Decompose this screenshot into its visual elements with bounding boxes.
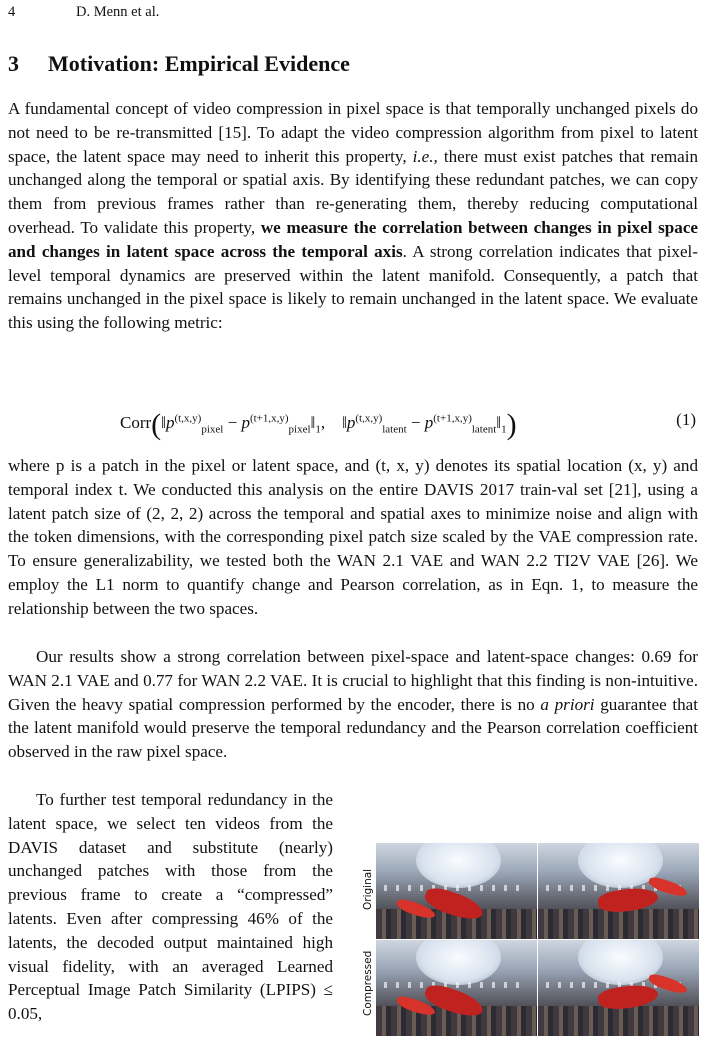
italic-run: i.e.,: [412, 146, 438, 166]
figure-frame-original-2: [538, 843, 699, 939]
eq-superscript: (t,x,y): [355, 412, 383, 425]
eq-subscript: latent: [471, 423, 497, 436]
section-number: 3: [8, 51, 19, 76]
eq-symbol: p: [165, 413, 175, 432]
eq-subscript: pixel: [288, 423, 311, 436]
eq-superscript: (t+1,x,y): [433, 412, 472, 425]
figure-frame-compressed-1: [376, 940, 537, 1036]
figure-frame-compressed-2: [538, 940, 699, 1036]
eq-subscript: 1: [315, 423, 321, 436]
running-head: [8, 4, 159, 21]
italic-run: a priori: [540, 694, 595, 714]
section-title: Motivation: Empirical Evidence: [48, 51, 350, 76]
paragraph-intro: [8, 97, 698, 335]
eq-subscript: latent: [382, 423, 407, 436]
eq-symbol: p: [424, 413, 434, 432]
paragraph-further-test: To further test temporal redundancy in the latent space, we select ten videos from the DAVIS dataset and substitute (nearly) unchanged patches with those from the previous frame to create a “compressed” latents. Even after compressing 46% of the latents, the decoded output maintained high visual fidelity, with an averaged Learned Perceptual Image Patch Similarity (LPIPS) ≤ 0.05,: [8, 790, 333, 1024]
page-number: 4: [8, 4, 16, 20]
equation-number: (1): [676, 410, 696, 429]
bold-run: we measure the correlation between changes in pixel space and changes in latent space across the temporal axis: [8, 217, 699, 261]
eq-superscript: (t,x,y): [174, 412, 202, 425]
paragraph-method: where p is a patch in the pixel or latent space, and (t, x, y) denotes its spatial location (x, y) and temporal index t. We conducted this analysis on the entire DAVIS 2017 train-val set [21], using a latent patch size of (2, 2, 2) across the temporal and spatial axes to minimize noise and align with the token dimensions, with the corresponding pixel patch size scaled by the VAE compression rate. To ensure generalizability, we tested both the WAN 2.1 VAE and WAN 2.2 TI2V VAE [26]. We employ the L1 norm to quantify change and Pearson correlation, as in Eqn. 1, to measure the relationship between the two spaces.: [8, 456, 698, 618]
eq-subscript: 1: [501, 423, 507, 436]
section-heading: [8, 51, 350, 77]
figure-frame-original-1: [376, 843, 537, 939]
text-run: guarantee that the latent manifold would preserve the temporal redundancy and the Pearson correlation coefficient observed in the raw pixel space.: [8, 694, 698, 762]
paragraph-results: [8, 645, 698, 764]
text-run: . A strong correlation indicates that pixel-level temporal dynamics are preserved within the latent manifold. Consequently, a patch that remains unchanged in the pixel space is likely to remain unchanged in the latent space. We evaluate this using the following metric:: [8, 241, 698, 333]
eq-subscript: pixel: [201, 423, 224, 436]
eq-symbol: p: [241, 413, 250, 432]
text-run: there must exist patches that remain unchanged along the temporal or spatial axis. By identifying these redundant patches, we can copy them from previous frames rather than re-generating them, thereby reducing computational overhead. To validate this property,: [8, 146, 698, 237]
eq-superscript: (t+1,x,y): [249, 412, 289, 425]
eq-symbol: p: [346, 413, 356, 432]
equation-formula: $Corr(‖p^{(t,x,y)}_{pixel}$ − $p^{(t+1,x,y)}_{pixel}‖_1$, $‖p^{(t,x,y)}_{latent}$ − $p^{(t+1,x,y)}_{latent}‖_1$): [120, 408, 517, 441]
figure-row-label-original: Original: [362, 868, 374, 910]
figure-row-label-compressed: Compressed: [362, 950, 374, 1016]
author-line: D. Menn et al.: [76, 4, 160, 20]
equation-1: [120, 399, 700, 443]
text-run: A fundamental concept of video compression in pixel space is that temporally unchanged pixels do not need to be re-transmitted [15]. To adapt the video compression algorithm from pixel to latent space, the latent space may need to inherit this property,: [8, 99, 698, 166]
text-run: Our results show a strong correlation between pixel-space and latent-space changes: 0.69 for WAN 2.1 VAE and 0.77 for WAN 2.2 VAE. It is crucial to highlight that this finding is non-intuitive. Given the heavy spatial compression performed by the encoder, there is no: [8, 647, 698, 714]
corr-operator: Corr: [120, 413, 152, 432]
